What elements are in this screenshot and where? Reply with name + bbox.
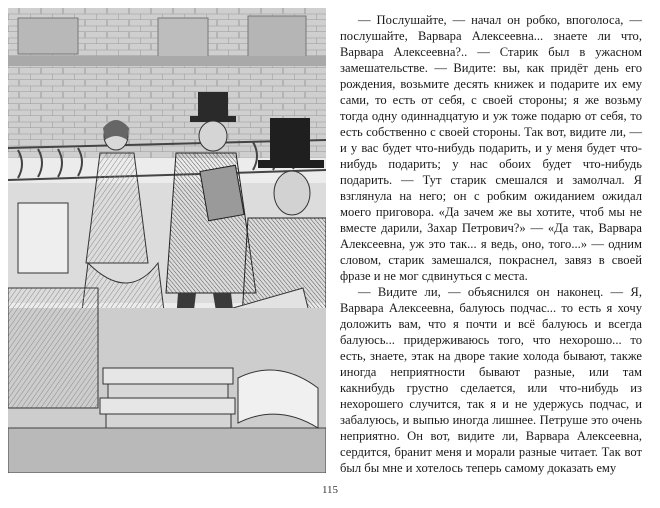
page-number: 115 — [321, 484, 339, 496]
paragraph-2: — Видите ли, — объяснился он наконец. — Я, Варвара Алексеевна, балуюсь подчас... то есть я хочу доложить вам, что я почти и всё балуюсь и всегда балуюсь... придерживаюсь того, что нехорошо... то есть, знаете, этак на дворе такие холода бывают, также иногда неприятности бывают разные, или там какнибудь грустно сделается, или что-нибудь из нехорошего случится, так я и не удержусь подчас, и забалуюсь, и выпью иногда лишнее. Петруше это очень неприятно. Он вот, видите ли, Варвара Алексеевна, сердится, бранит меня и морали разные читает. Так вот был бы мне и хотелось теперь самому доказать ему — [340, 285, 642, 475]
text-column — [340, 12, 642, 476]
paragraph-1: — Послушайте, — начал он робко, впоголоса, — послушайте, Варвара Алексеевна... знаете ли что, Варвара Алексеевна?.. — Старик был в ужасном замешательстве. — Видите: вы, как придёт день его рождения, возьмите десять книжек и подарите их ему сами, то есть от себя, с своей стороны; я же возьму тогда одну одиннадцатую и уж тоже подарю от себя, то есть собственно с своей стороны. Так вот, видите ли, — и у вас будет что-нибудь подарить, и у меня будет что-нибудь подарить; у нас обоих будет что-нибудь подарить. — Тут старик смешался и замолчал. Я взглянула на него; он с робким ожиданием ожидал моего приговора. «Да зачем же вы хотите, чтоб мы не вместе дарили, Захар Петрович?» — «Да так, Варвара Алексеевна, уж это так... я ведь, оно, того...» — одним словом, старик замешался, покраснел, завяз в своей фразе и не мог сдвинуться с места. — [340, 13, 642, 283]
illustration-book-stall-scene — [8, 8, 326, 473]
